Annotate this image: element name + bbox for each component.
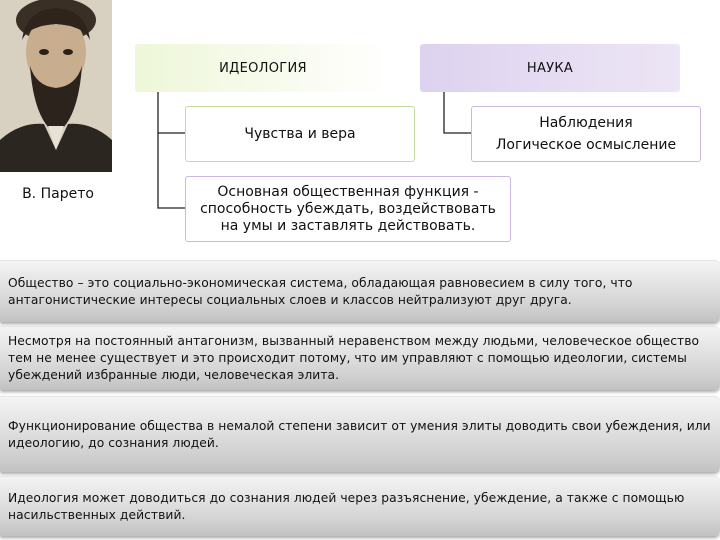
portrait-caption: В. Парето: [22, 186, 94, 202]
function-box: [185, 176, 511, 242]
science-item-observations: Наблюдения: [539, 115, 633, 131]
function-line: способность убеждать, воздействовать: [200, 200, 496, 217]
statement-text: Функционирование общества в немалой степени зависит от умения элиты доводить свои убеждения, или идеологию, до сознания людей.: [8, 418, 711, 450]
statement-text: Несмотря на постоянный антагонизм, вызванный неравенством между людьми, человеческое общество тем не менее существует и это происходит потому, что им управляют с помощью идеологии, системы убеждений избранные люди, человеческая элита.: [8, 334, 700, 382]
statement-band: [0, 476, 720, 536]
statement-band: [0, 260, 720, 322]
function-line: Основная общественная функция -: [217, 183, 479, 200]
statement-text: Общество – это социально-экономическая система, обладающая равновесием в силу того, что антагонистические интересы социальных слоев и классов нейтрализуют друг друга.: [8, 275, 633, 307]
function-line: на умы и заставлять действовать.: [220, 217, 476, 234]
ideology-header-label: ИДЕОЛОГИЯ: [219, 60, 307, 76]
science-header-label: НАУКА: [526, 60, 574, 76]
statement-text: Идеология может доводиться до сознания людей через разъяснение, убеждение, а также с помощью насильственных действий.: [8, 490, 685, 522]
portrait-image: [0, 0, 112, 172]
science-item-logic: Логическое осмысление: [495, 137, 677, 153]
pareto-portrait: [0, 0, 112, 172]
ideology-header: [135, 44, 391, 92]
feelings-box: [185, 106, 415, 162]
statement-band: [0, 396, 720, 472]
statement-band: [0, 326, 720, 390]
science-header: [420, 44, 680, 92]
feelings-label: Чувства и вера: [244, 125, 356, 142]
observations-box: [471, 106, 701, 162]
